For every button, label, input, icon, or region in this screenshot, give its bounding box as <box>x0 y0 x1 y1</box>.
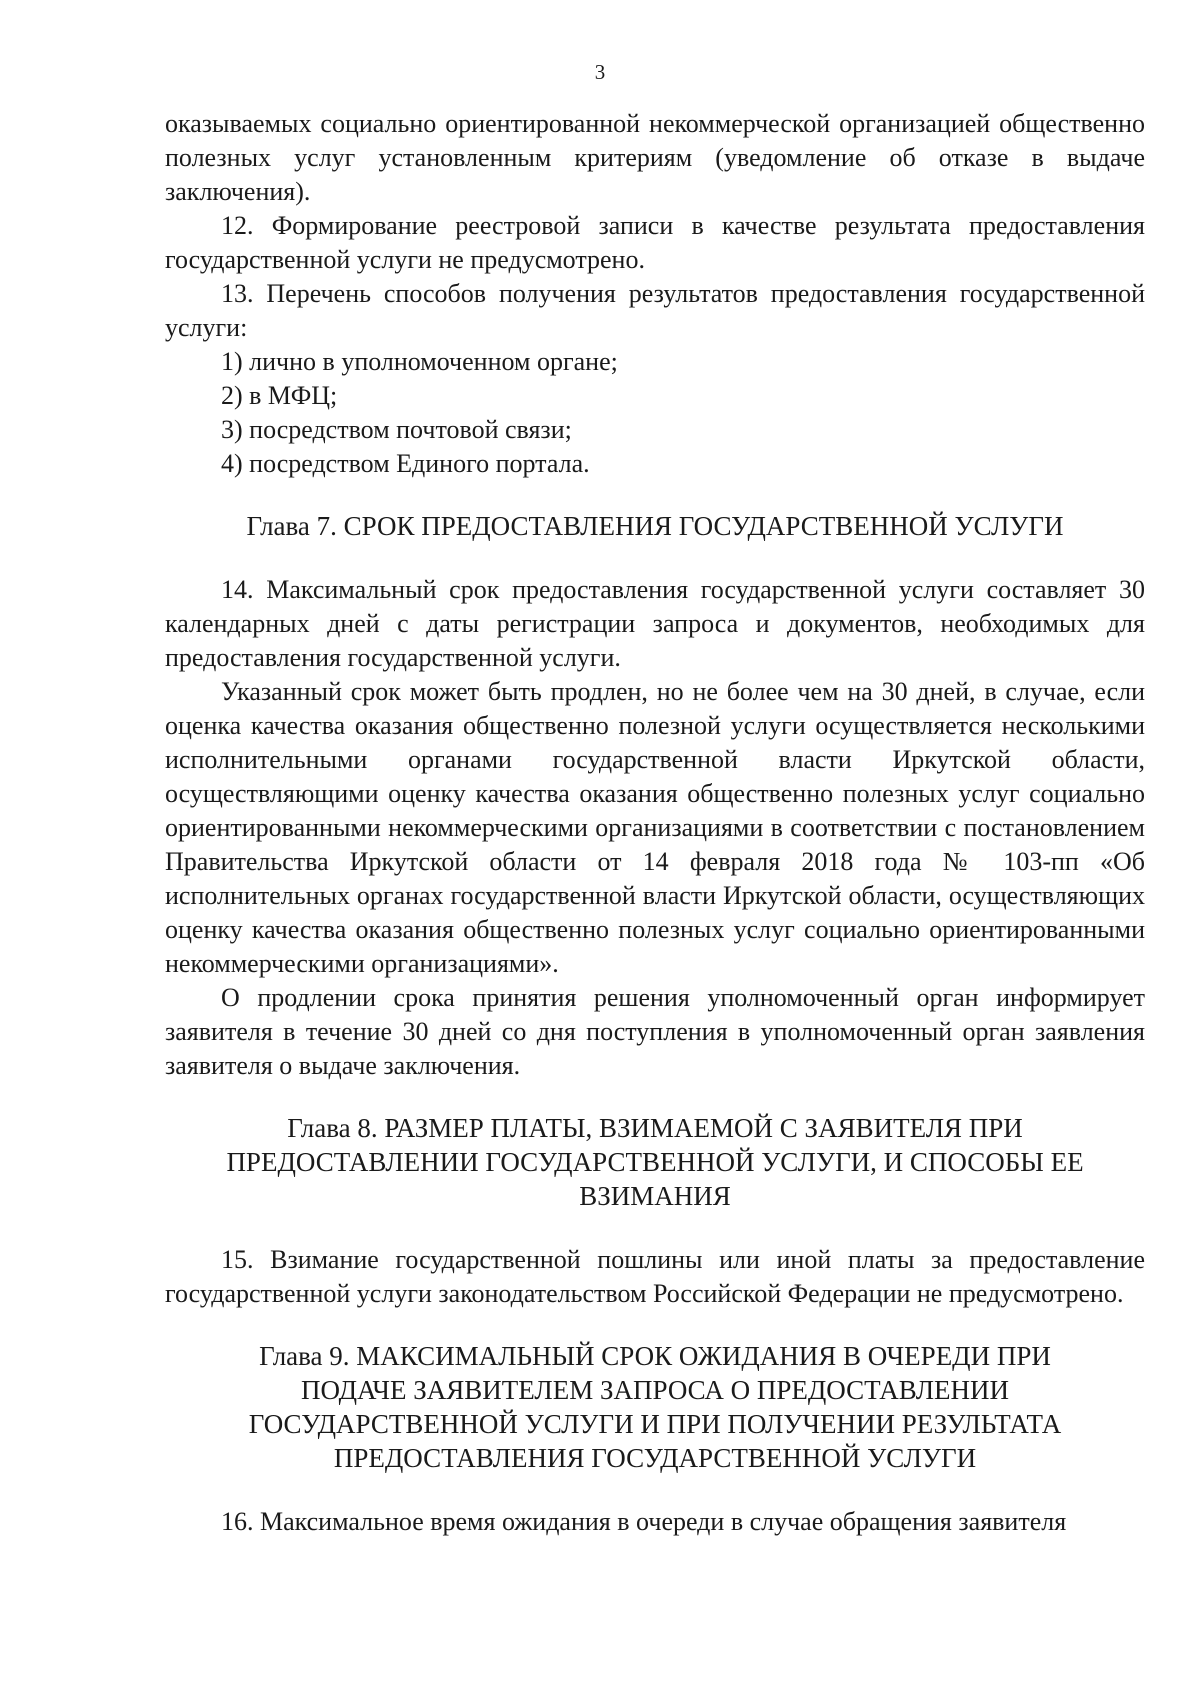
list-item-13-2: 2) в МФЦ; <box>221 381 338 410</box>
list-item-13-4: 4) посредством Единого портала. <box>221 449 590 478</box>
heading-chapter-8-line: ВЗИМАНИЯ <box>579 1181 731 1211</box>
spacer <box>165 1083 1145 1111</box>
paragraph-14-notice: О продлении срока принятия решения уполномоченный орган информирует заявителя в течение 30 дней со дня поступления в уполномоченный орган заявления заявителя о выдаче заключения. <box>165 983 1145 1080</box>
paragraph-12: 12. Формирование реестровой записи в качестве результата предоставления государственной услуги не предусмотрено. <box>165 211 1145 274</box>
heading-chapter-7: Глава 7. СРОК ПРЕДОСТАВЛЕНИЯ ГОСУДАРСТВЕННОЙ УСЛУГИ <box>246 511 1064 541</box>
document-body <box>165 107 1145 1539</box>
paragraph-14: 14. Максимальный срок предоставления государственной услуги составляет 30 календарных дней с даты регистрации запроса и документов, необходимых для предоставления государственной услуги. <box>165 575 1145 672</box>
paragraph-continuation: оказываемых социально ориентированной некоммерческой организацией общественно полезных услуг установленным критериям (уведомление об отказе в выдаче заключения). <box>165 109 1145 206</box>
heading-chapter-9-line: Глава 9. МАКСИМАЛЬНЫЙ СРОК ОЖИДАНИЯ В ОЧЕРЕДИ ПРИ <box>259 1341 1051 1371</box>
spacer <box>165 1475 1145 1505</box>
heading-chapter-9 <box>165 1339 1145 1475</box>
spacer <box>165 1213 1145 1243</box>
heading-chapter-9-line: ПОДАЧЕ ЗАЯВИТЕЛЕМ ЗАПРОСА О ПРЕДОСТАВЛЕНИИ <box>300 1375 1010 1405</box>
list-item-13-1: 1) лично в уполномоченном органе; <box>221 347 618 376</box>
list-item-13-3: 3) посредством почтовой связи; <box>221 415 572 444</box>
heading-chapter-9-line: ГОСУДАРСТВЕННОЙ УСЛУГИ И ПРИ ПОЛУЧЕНИИ РЕЗУЛЬТАТА <box>248 1409 1062 1439</box>
spacer <box>165 1311 1145 1339</box>
paragraph-15: 15. Взимание государственной пошлины или иной платы за предоставление государственной услуги законодательством Российской Федерации не предусмотрено. <box>165 1245 1145 1308</box>
heading-chapter-8-line: ПРЕДОСТАВЛЕНИИ ГОСУДАРСТВЕННОЙ УСЛУГИ, И СПОСОБЫ ЕЕ <box>226 1147 1084 1177</box>
heading-chapter-8-line: Глава 8. РАЗМЕР ПЛАТЫ, ВЗИМАЕМОЙ С ЗАЯВИТЕЛЯ ПРИ <box>287 1113 1023 1143</box>
paragraph-16: 16. Максимальное время ожидания в очереди в случае обращения заявителя <box>221 1507 1067 1536</box>
paragraph-14-extension: Указанный срок может быть продлен, но не более чем на 30 дней, в случае, если оценка качества оказания общественно полезной услуги осуществляется несколькими исполнительными органами государственной власти Иркутской области, осуществляющими оценку качества оказания общественно полезных услуг социально ориентированными некоммерческими организациями в соответствии с постановлением Правительства Иркутской области от 14 февраля 2018 года № 103-пп «Об исполнительных органах государственной власти Иркутской области, осуществляющих оценку качества оказания общественно полезных услуг социально ориентированными некоммерческими организациями». <box>165 677 1145 978</box>
spacer <box>165 481 1145 509</box>
spacer <box>165 543 1145 573</box>
heading-chapter-8 <box>165 1111 1145 1213</box>
page-number: 3 <box>594 60 606 84</box>
heading-chapter-9-line: ПРЕДОСТАВЛЕНИЯ ГОСУДАРСТВЕННОЙ УСЛУГИ <box>333 1443 977 1473</box>
paragraph-13: 13. Перечень способов получения результатов предоставления государственной услуги: <box>165 279 1145 342</box>
